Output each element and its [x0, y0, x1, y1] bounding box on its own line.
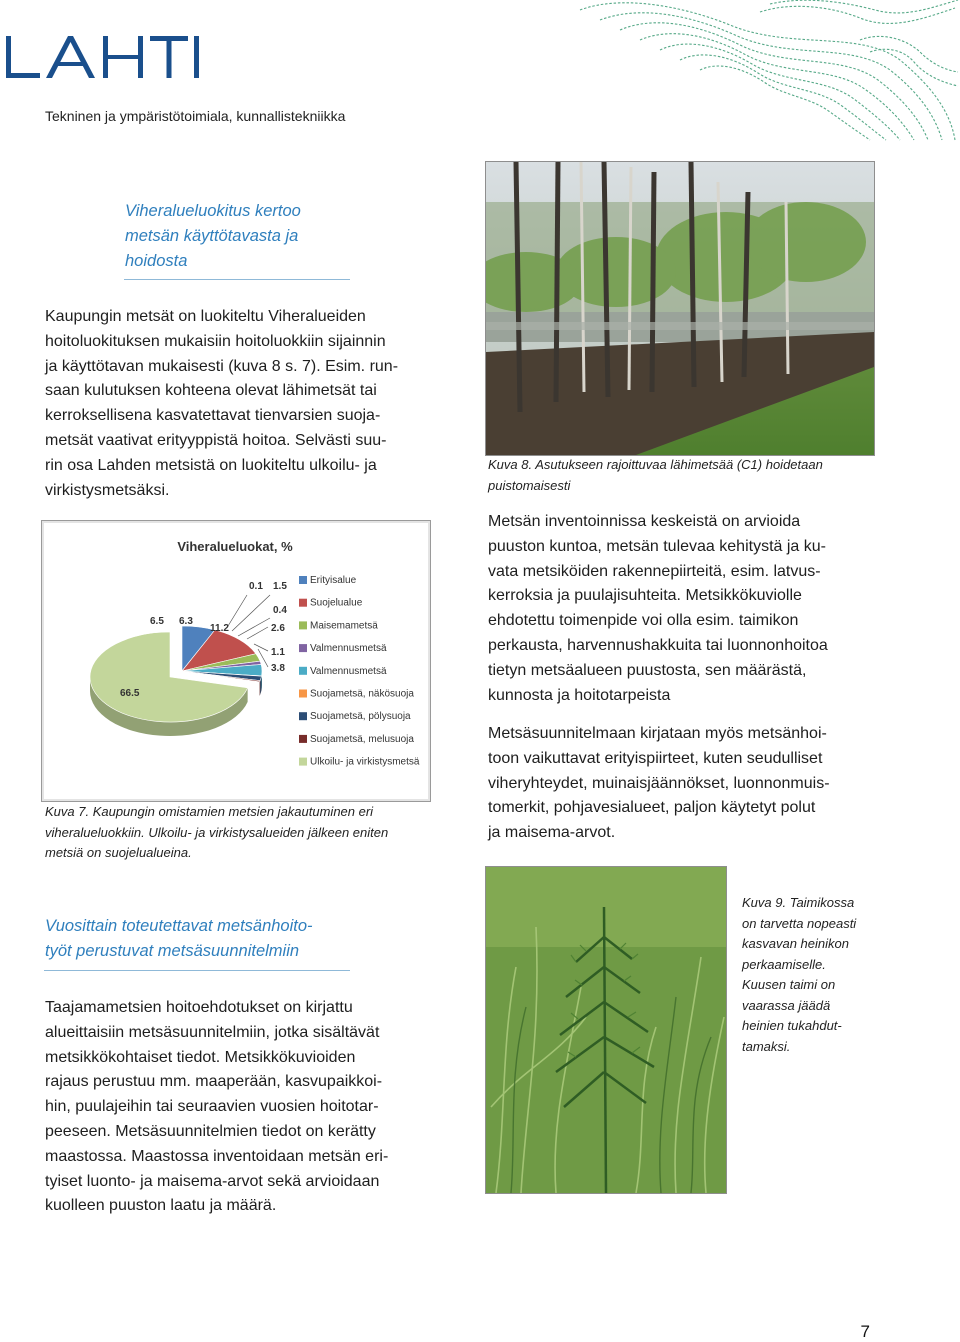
pie-chart [42, 521, 430, 801]
section2-paragraph [45, 996, 427, 1219]
caption-line: tamaksi. [742, 1037, 912, 1058]
pie-value-label: 0.1 [249, 581, 263, 592]
pie-value-label: 6.3 [179, 616, 193, 627]
legend-label: Valmennusmetsä [310, 666, 387, 677]
legend-swatch [299, 712, 307, 720]
legend-label: Erityisalue [310, 575, 357, 586]
text-line: tyiset luonto- ja maisema-arvot sekä arvioidaan [45, 1170, 427, 1195]
caption-line: Kuusen taimi on [742, 975, 912, 996]
pie-leader-line [228, 595, 247, 626]
legend-swatch [299, 644, 307, 652]
heading-rule [44, 970, 350, 971]
text-line: toon vaikuttavat erityispiirteet, kuten seudulliset [488, 747, 870, 772]
legend-swatch [299, 621, 307, 629]
heading-line: työt perustuvat metsäsuunnitelmiin [45, 939, 385, 964]
legend-label: Suojametsä, melusuoja [310, 734, 414, 745]
heading-line: hoidosta [125, 249, 385, 274]
caption-line: metsiä on suojelualueina. [45, 843, 435, 864]
pie-value-label: 1.1 [271, 647, 285, 658]
text-line: saan kulutuksen kohteena olevat lähimetsät tai [45, 379, 428, 404]
heading-rule [124, 279, 350, 280]
contour-lines-decoration [560, 0, 960, 145]
figure8-caption [488, 455, 878, 496]
text-line: hin, puulajeihin tai seuraavien vuosien hoitotar- [45, 1095, 427, 1120]
text-line: ehdotettu toimenpide voi olla esim. taimikon [488, 609, 870, 634]
legend-label: Suojametsä, pölysuoja [310, 711, 411, 722]
legend-swatch [299, 667, 307, 675]
heading-line: metsän käyttötavasta ja [125, 224, 385, 249]
text-line: maastossa. Maastossa inventoidaan metsän eri- [45, 1145, 427, 1170]
department-name: Tekninen ja ympäristötoimiala, kunnallistekniikka [45, 108, 345, 124]
section1-paragraph [45, 305, 428, 503]
pie-value-label: 0.4 [273, 605, 287, 616]
pie-value-label: 2.6 [271, 623, 285, 634]
pie-value-label: 3.8 [271, 663, 285, 674]
text-line: Taajamametsien hoitoehdotukset on kirjattu [45, 996, 427, 1021]
text-line: ja maisema-arvot. [488, 821, 870, 846]
text-line: tomerkit, pohjavesialueet, paljon käytetyt polut [488, 796, 870, 821]
text-line: kunnosta ja hoitotarpeista [488, 684, 870, 709]
right-paragraph-2 [488, 722, 870, 846]
caption-line: kasvavan heinikon [742, 934, 912, 955]
seedling-photo [485, 866, 727, 1194]
legend-swatch [299, 758, 307, 766]
pie-value-label: 11.2 [210, 623, 229, 634]
text-line: rajaus perustuu mm. maaperään, kasvupaikkoi- [45, 1070, 427, 1095]
lahti-logo [6, 30, 206, 84]
heading-line: Vuosittain toteutettavat metsänhoito- [45, 914, 385, 939]
pie-value-label: 1.5 [273, 581, 287, 592]
text-line: peeseen. Metsäsuunnitelmien tiedot on kerätty [45, 1120, 427, 1145]
text-line: vata metsiköiden rakennepiirteitä, esim. latvus- [488, 560, 870, 585]
caption-line: on tarvetta nopeasti [742, 914, 912, 935]
text-line: rin osa Lahden metsistä on luokiteltu ulkoilu- ja [45, 454, 428, 479]
lahti-logo-mark [6, 30, 206, 84]
legend-swatch [299, 576, 307, 584]
section1-heading [125, 199, 385, 274]
text-line: viheryhteydet, muinaisjäännökset, luonnonmuis- [488, 772, 870, 797]
legend-label: Suojelualue [310, 598, 363, 609]
text-line: ja käyttötavan mukaisesti (kuva 8 s. 7). Esim. run- [45, 355, 428, 380]
pie-value-label: 66.5 [120, 688, 140, 699]
text-line: puuston kuntoa, metsän tulevaa kehitystä ja ku- [488, 535, 870, 560]
figure9-caption [742, 893, 912, 1057]
caption-line: Kuva 9. Taimikossa [742, 893, 912, 914]
pie-leader-line [232, 595, 270, 631]
text-line: kerroksia ja puulajisuhteita. Metsikkökuviolle [488, 584, 870, 609]
section2-heading [45, 914, 385, 964]
legend-swatch [299, 690, 307, 698]
text-line: tietyn metsäalueen puustosta, sen määrästä, [488, 659, 870, 684]
pie-leader-line [254, 644, 268, 651]
text-line: virkistysmetsäksi. [45, 479, 428, 504]
text-line: Metsän inventoinnissa keskeistä on arvioida [488, 510, 870, 535]
forest-photo [485, 161, 875, 456]
legend-swatch [299, 735, 307, 743]
caption-line: heinien tukahdut- [742, 1016, 912, 1037]
caption-line: perkaamiselle. [742, 955, 912, 976]
caption-line: viheralueluokkiin. Ulkoilu- ja virkistysalueiden jälkeen eniten [45, 823, 435, 844]
legend-label: Maisemametsä [310, 620, 378, 631]
legend-swatch [299, 599, 307, 607]
text-line: kuolleen puuston laatu ja määrä. [45, 1194, 427, 1219]
caption-line: Kuva 8. Asutukseen rajoittuvaa lähimetsää (C1) hoidetaan [488, 455, 878, 476]
right-paragraph-1 [488, 510, 870, 708]
figure7-caption [45, 802, 435, 864]
text-line: metsikkökohtaiset tiedot. Metsikkökuvioiden [45, 1046, 427, 1071]
caption-line: puistomaisesti [488, 476, 878, 497]
seedling-photo-image [486, 867, 726, 1193]
legend-label: Valmennusmetsä [310, 643, 387, 654]
text-line: Metsäsuunnitelmaan kirjataan myös metsänhoi- [488, 722, 870, 747]
page-number: 7 [861, 1322, 870, 1342]
text-line: kerroksellisena kasvatettavat tienvarsien suoja- [45, 404, 428, 429]
caption-line: Kuva 7. Kaupungin omistamien metsien jakautuminen eri [45, 802, 435, 823]
text-line: hoitoluokituksen mukaisiin hoitoluokkiin sijainnin [45, 330, 428, 355]
text-line: alueittaisiin metsäsuunnitelmiin, jotka sisältävät [45, 1021, 427, 1046]
text-line: metsät vaativat erityyppistä hoitoa. Selvästi suu- [45, 429, 428, 454]
legend-label: Ulkoilu- ja virkistysmetsä [310, 757, 420, 768]
pie-chart-frame [41, 520, 431, 802]
pie-value-label: 6.5 [150, 616, 164, 627]
chart-title: Viheralueluokat, % [177, 539, 293, 554]
legend-label: Suojametsä, näkösuoja [310, 689, 414, 700]
heading-line: Viheralueluokitus kertoo [125, 199, 385, 224]
text-line: Kaupungin metsät on luokiteltu Viheralueiden [45, 305, 428, 330]
caption-line: vaarassa jäädä [742, 996, 912, 1017]
text-line: perkausta, harvennushakkuita tai luonnonhoitoa [488, 634, 870, 659]
forest-photo-image [486, 162, 874, 455]
